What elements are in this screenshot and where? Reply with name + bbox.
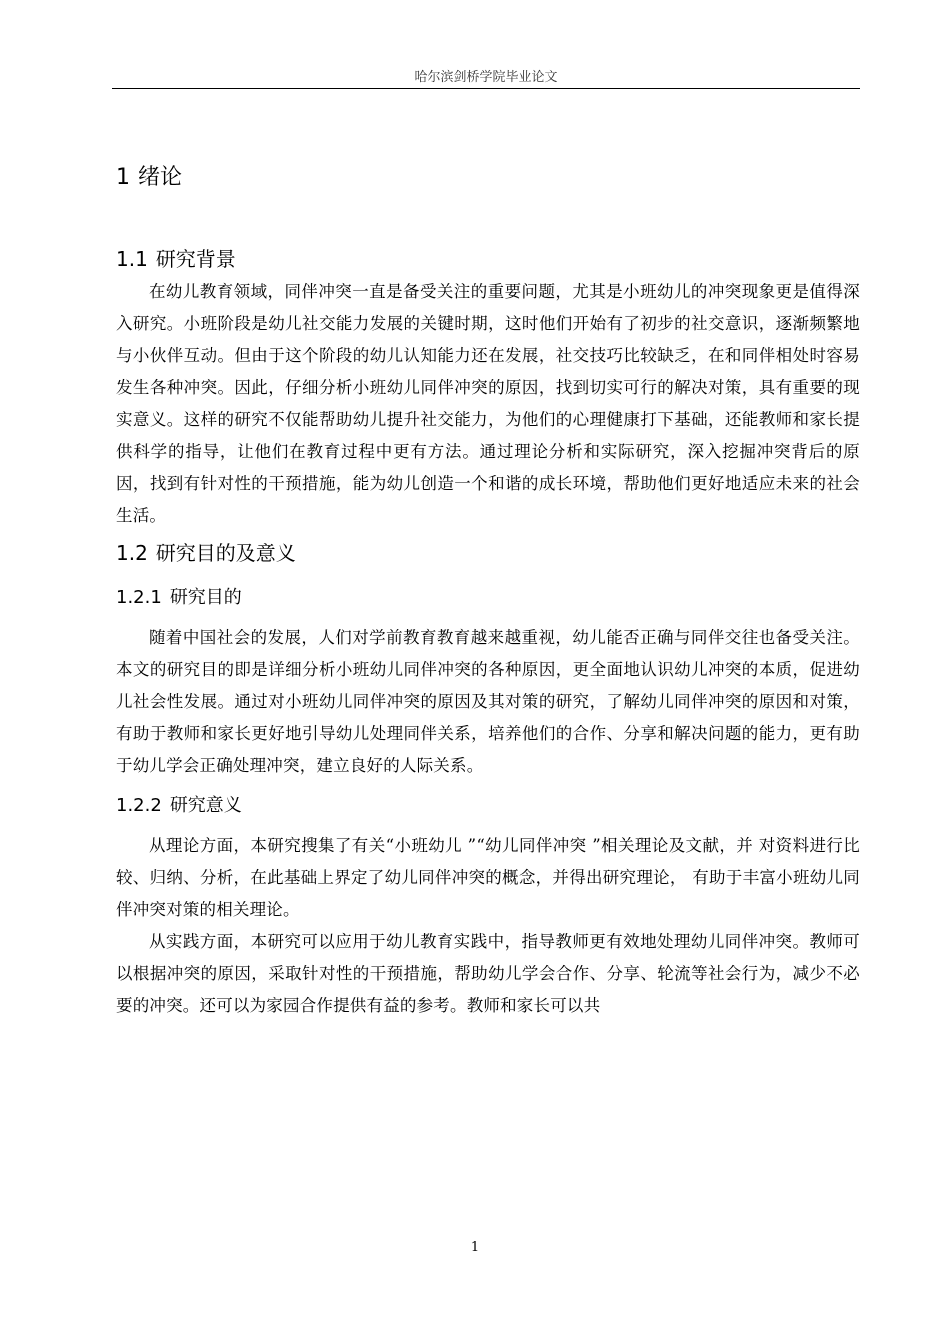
running-header: 哈尔滨剑桥学院毕业论文: [414, 70, 558, 85]
document-body: [116, 158, 860, 1022]
paragraph-theoretical-significance: 从理论方面，本研究搜集了有关“小班幼儿 ”“幼儿同伴冲突 ”相关理论及文献，并 对资料进行比较、归纳、分析，在此基础上界定了幼儿同伴冲突的概念，并得出研究理论， 有助于丰富小班幼儿同伴冲突对策的相关理论。: [116, 836, 860, 919]
subsection-heading-1-2-1: [116, 582, 860, 614]
section-number: 1.1: [116, 247, 148, 271]
paragraph-research-background: 在幼儿教育领域，同伴冲突一直是备受关注的重要问题，尤其是小班幼儿的冲突现象更是值得深入研究。小班阶段是幼儿社交能力发展的关键时期，这时他们开始有了初步的社交意识，逐渐频繁地与小伙伴互动。但由于这个阶段的幼儿认知能力还在发展，社交技巧比较缺乏，在和同伴相处时容易发生各种冲突。因此，仔细分析小班幼儿同伴冲突的原因，找到切实可行的解决对策，具有重要的现实意义。这样的研究不仅能帮助幼儿提升社交能力，为他们的心理健康打下基础，还能教师和家长提供科学的指导，让他们在教育过程中更有方法。通过理论分析和实际研究，深入挖掘冲突背后的原因，找到有针对性的干预措施，能为幼儿创造一个和谐的成长环境，帮助他们更好地适应未来的社会生活。: [116, 282, 860, 525]
chapter-title: 绪论: [138, 165, 183, 190]
chapter-heading: [116, 158, 860, 198]
section-number: 1.2: [116, 541, 148, 565]
section-heading-1-2: [116, 536, 860, 570]
subsection-heading-1-2-2: [116, 790, 860, 822]
chapter-number: 1: [116, 165, 130, 190]
subsection-title: 研究意义: [169, 795, 242, 816]
subsection-number: 1.2.2: [116, 795, 162, 816]
paragraph-research-purpose: 随着中国社会的发展，人们对学前教育教育越来越重视，幼儿能否正确与同伴交往也备受关注。本文的研究目的即是详细分析小班幼儿同伴冲突的各种原因，更全面地认识幼儿冲突的本质，促进幼儿社会性发展。通过对小班幼儿同伴冲突的原因及其对策的研究，了解幼儿同伴冲突的原因和对策，有助于教师和家长更好地引导幼儿处理同伴关系，培养他们的合作、分享和解决问题的能力，更有助于幼儿学会正确处理冲突，建立良好的人际关系。: [116, 628, 860, 775]
page-number: 1: [470, 1240, 480, 1255]
subsection-title: 研究目的: [169, 587, 242, 608]
section-title: 研究背景: [155, 247, 236, 271]
header-divider: [112, 88, 860, 89]
paragraph-practical-significance: 从实践方面，本研究可以应用于幼儿教育实践中，指导教师更有效地处理幼儿同伴冲突。教师可以根据冲突的原因，采取针对性的干预措施，帮助幼儿学会合作、分享、轮流等社会行为，减少不必要的冲突。还可以为家园合作提供有益的参考。教师和家长可以共: [116, 932, 860, 1015]
subsection-number: 1.2.1: [116, 587, 162, 608]
section-title: 研究目的及意义: [155, 541, 296, 565]
section-heading-1-1: [116, 242, 860, 276]
